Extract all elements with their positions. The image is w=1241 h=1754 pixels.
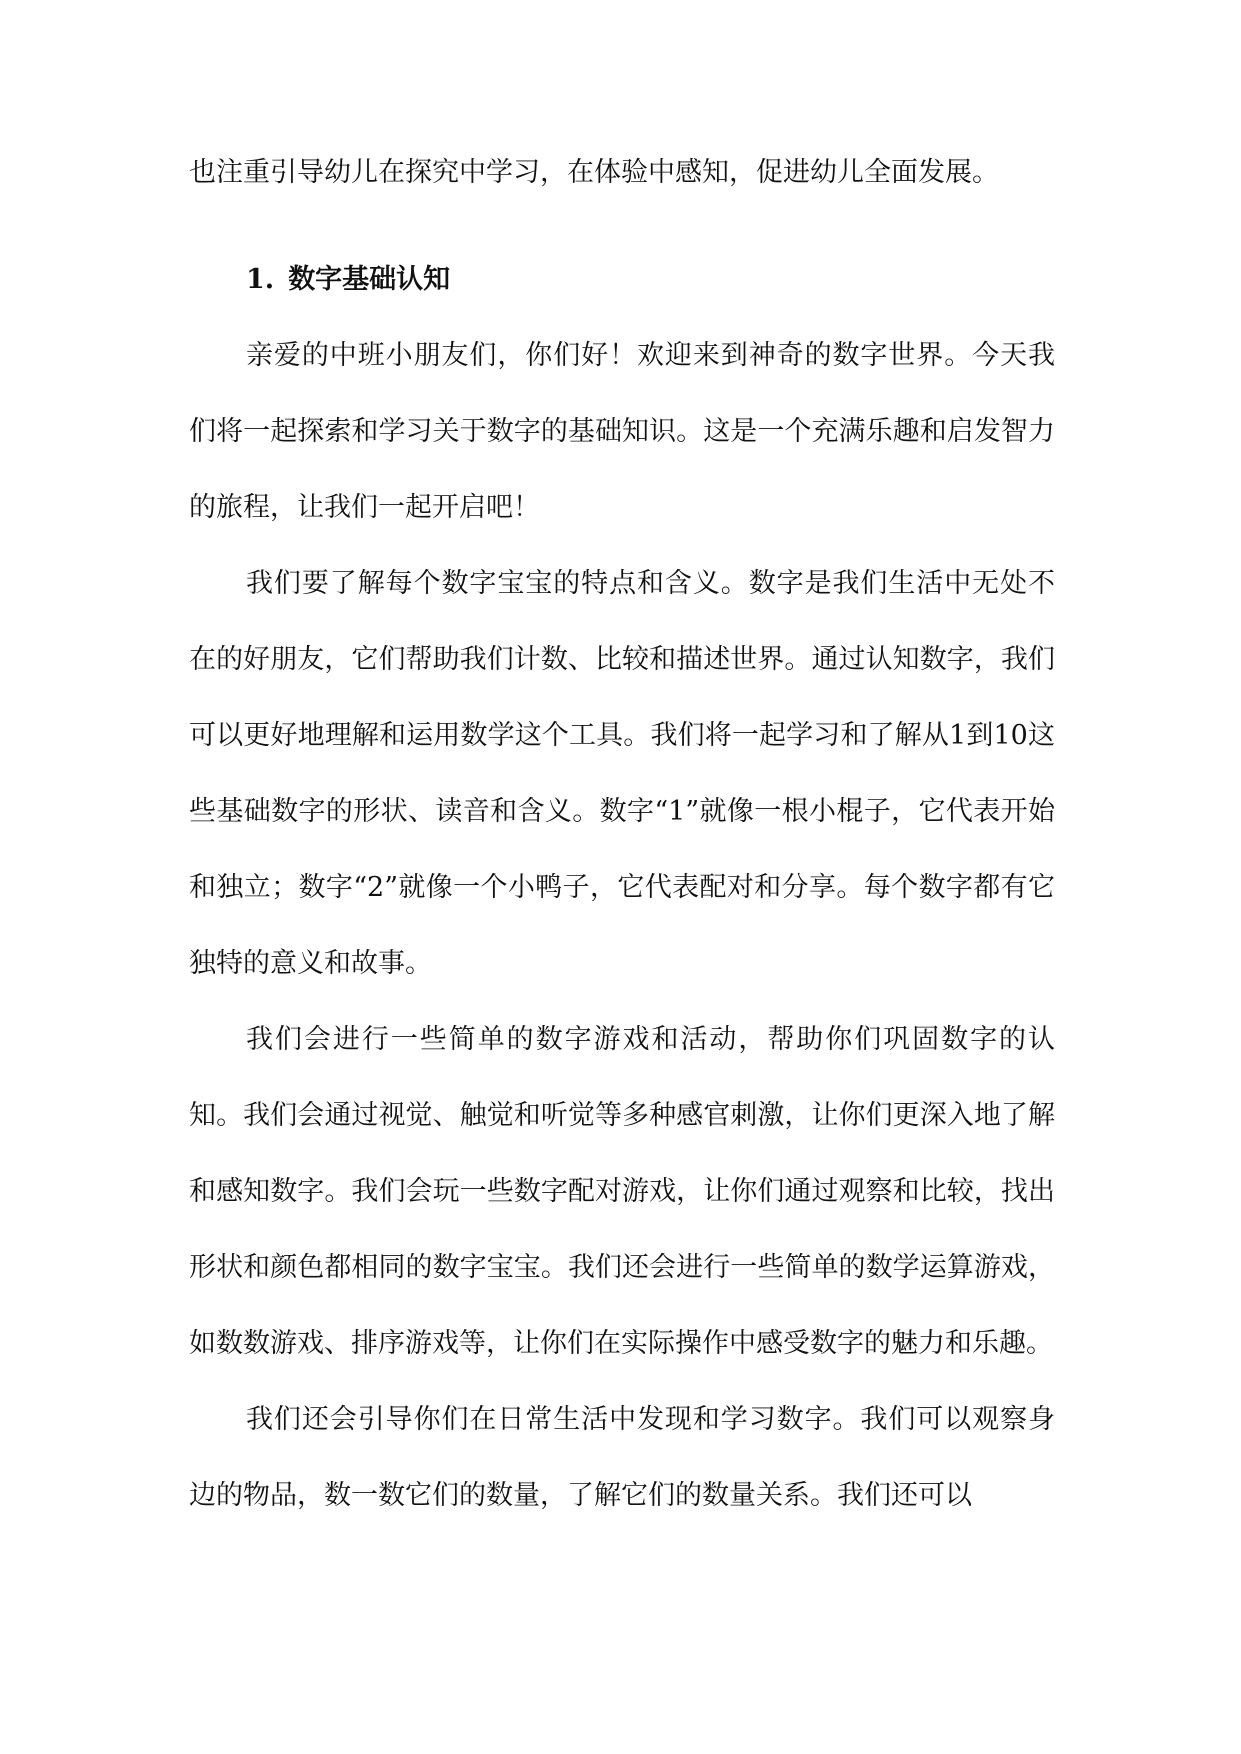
continuation-text: 也注重引导幼儿在探究中学习，在体验中感知，促进幼儿全面发展。 [189,157,999,188]
section-number: 1. [246,264,275,295]
section-title: 数字基础认知 [288,264,451,295]
body-text [189,318,1055,1534]
paragraph: 亲爱的中班小朋友们，你们好！欢迎来到神奇的数字世界。今天我们将一起探索和学习关于数字的基础知识。这是一个充满乐趣和启发智力的旅程，让我们一起开启吧！ [189,340,1055,523]
section-heading [246,242,450,318]
paragraph: 我们会进行一些简单的数字游戏和活动，帮助你们巩固数字的认知。我们会通过视觉、触觉和听觉等多种感官刺激，让你们更深入地了解和感知数字。我们会玩一些数字配对游戏，让你们通过观察和比较，找出形状和颜色都相同的数字宝宝。我们还会进行一些简单的数学运算游戏，如数数游戏、排序游戏等，让你们在实际操作中感受数字的魅力和乐趣。 [189,1024,1055,1359]
paragraph: 我们还会引导你们在日常生活中发现和学习数字。我们可以观察身边的物品，数一数它们的数量，了解它们的数量关系。我们还可以 [189,1404,1055,1511]
paragraph: 我们要了解每个数字宝宝的特点和含义。数字是我们生活中无处不在的好朋友，它们帮助我们计数、比较和描述世界。通过认知数字，我们可以更好地理解和运用数学这个工具。我们将一起学习和了解从1到10这些基础数字的形状、读音和含义。数字“1”就像一根小棍子，它代表开始和独立；数字“2”就像一个小鸭子，它代表配对和分享。每个数字都有它独特的意义和故事。 [189,568,1055,979]
